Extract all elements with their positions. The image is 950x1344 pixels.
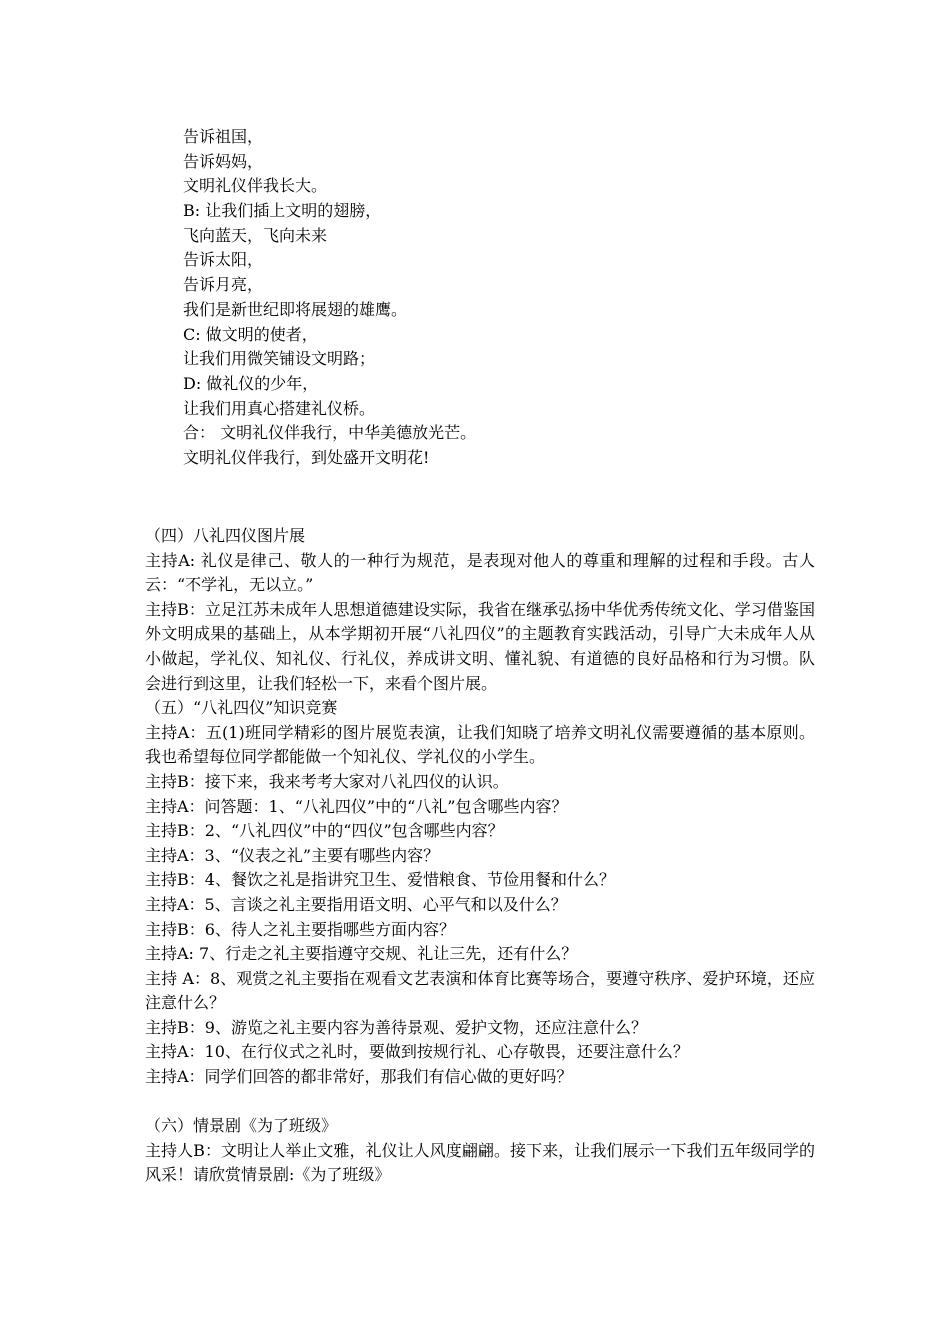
body-text xyxy=(145,524,815,1188)
poem-line: 我们是新世纪即将展翅的雄鹰。 xyxy=(183,299,408,319)
poem-block xyxy=(183,125,783,471)
quiz-question: 主持B：6、待人之礼主要指哪些方面内容？ xyxy=(145,919,455,939)
poem-line: 飞向蓝天，飞向未来 xyxy=(183,225,328,245)
section-heading: （四）八礼四仪图片展 xyxy=(145,526,306,545)
poem-line: 文明礼仪伴我长大。 xyxy=(183,176,328,196)
quiz-question: 主持 A：8、观赏之礼主要指在观看文艺表演和体育比赛等场合，要遵守秩序、爱护环境，还应注意什么？ xyxy=(145,968,815,1013)
host-paragraph: 主持A: 礼仪是律己、敬人的一种行为规范，是表现对他人的尊重和理解的过程和手段。古人云：“不学礼，无以立。” xyxy=(145,550,815,595)
section-heading: （五）“八礼四仪”知识竞赛 xyxy=(145,698,338,718)
host-paragraph: 主持人B：文明让人举止文雅，礼仪让人风度翩翩。接下来，让我们展示一下我们五年级同学的风采！请欣赏情景剧:《为了班级》 xyxy=(145,1140,815,1185)
blank-line xyxy=(145,1090,815,1115)
quiz-question: 主持A: 7、行走之礼主要指遵守交规、礼让三先，还有什么？ xyxy=(145,944,578,964)
quiz-question: 主持B：4、餐饮之礼是指讲究卫生、爱惜粮食、节俭用餐和什么？ xyxy=(145,870,615,890)
host-paragraph: 主持A：五(1)班同学精彩的图片展览表演，让我们知晓了培养文明礼仪需要遵循的基本原则。我也希望每位同学都能做一个知礼仪、学礼仪的小学生。 xyxy=(145,722,815,767)
quiz-question: 主持B：9、游览之礼主要内容为善待景观、爱护文物，还应注意什么？ xyxy=(145,1017,647,1037)
poem-line: B: 让我们插上文明的翅膀， xyxy=(183,201,382,221)
poem-line: C: 做文明的使者， xyxy=(183,324,318,344)
quiz-question: 主持A：3、“仪表之礼”主要有哪些内容？ xyxy=(145,845,440,865)
poem-line: 文明礼仪伴我行，到处盛开文明花! xyxy=(183,447,430,467)
poem-line: D: 做礼仪的少年， xyxy=(183,373,319,393)
poem-line: 告诉祖国， xyxy=(183,127,264,146)
host-paragraph: 主持A：同学们回答的都非常好，那我们有信心做的更好吗？ xyxy=(145,1067,573,1087)
poem-line: 让我们用微笑铺设文明路； xyxy=(183,349,376,369)
quiz-question: 主持A：10、在行仪式之礼时，要做到按规行礼、心存敬畏，还要注意什么？ xyxy=(145,1042,689,1062)
host-paragraph: 主持B：立足江苏未成年人思想道德建设实际，我省在继承弘扬中华优秀传统文化、学习借鉴国外文明成果的基础上，从本学期初开展“八礼四仪”的主题教育实践活动，引导广大未成年人从小做起，学礼仪、知礼仪、行礼仪，养成讲文明、懂礼貌、有道德的良好品格和行为习惯。队会进行到这里，让我们轻松一下，来看个图片展。 xyxy=(145,599,815,693)
section-heading: （六）情景剧《为了班级》 xyxy=(145,1116,338,1136)
poem-line: 告诉太阳， xyxy=(183,250,264,270)
quiz-question: 主持A：5、言谈之礼主要指用语文明、心平气和以及什么？ xyxy=(145,894,567,914)
poem-line: 让我们用真心搭建礼仪桥。 xyxy=(183,398,376,418)
host-paragraph: 主持B：接下来，我来考考大家对八礼四仪的认识。 xyxy=(145,771,509,791)
poem-line: 合： 文明礼仪伴我行，中华美德放光芒。 xyxy=(183,423,477,443)
poem-line: 告诉妈妈， xyxy=(183,151,264,171)
poem-line: 告诉月亮， xyxy=(183,275,264,295)
quiz-question: 主持B：2、“八礼四仪”中的“四仪”包含哪些内容？ xyxy=(145,821,504,841)
quiz-question: 主持A：问答题：1、“八礼四仪”中的“八礼”包含哪些内容？ xyxy=(145,796,568,816)
